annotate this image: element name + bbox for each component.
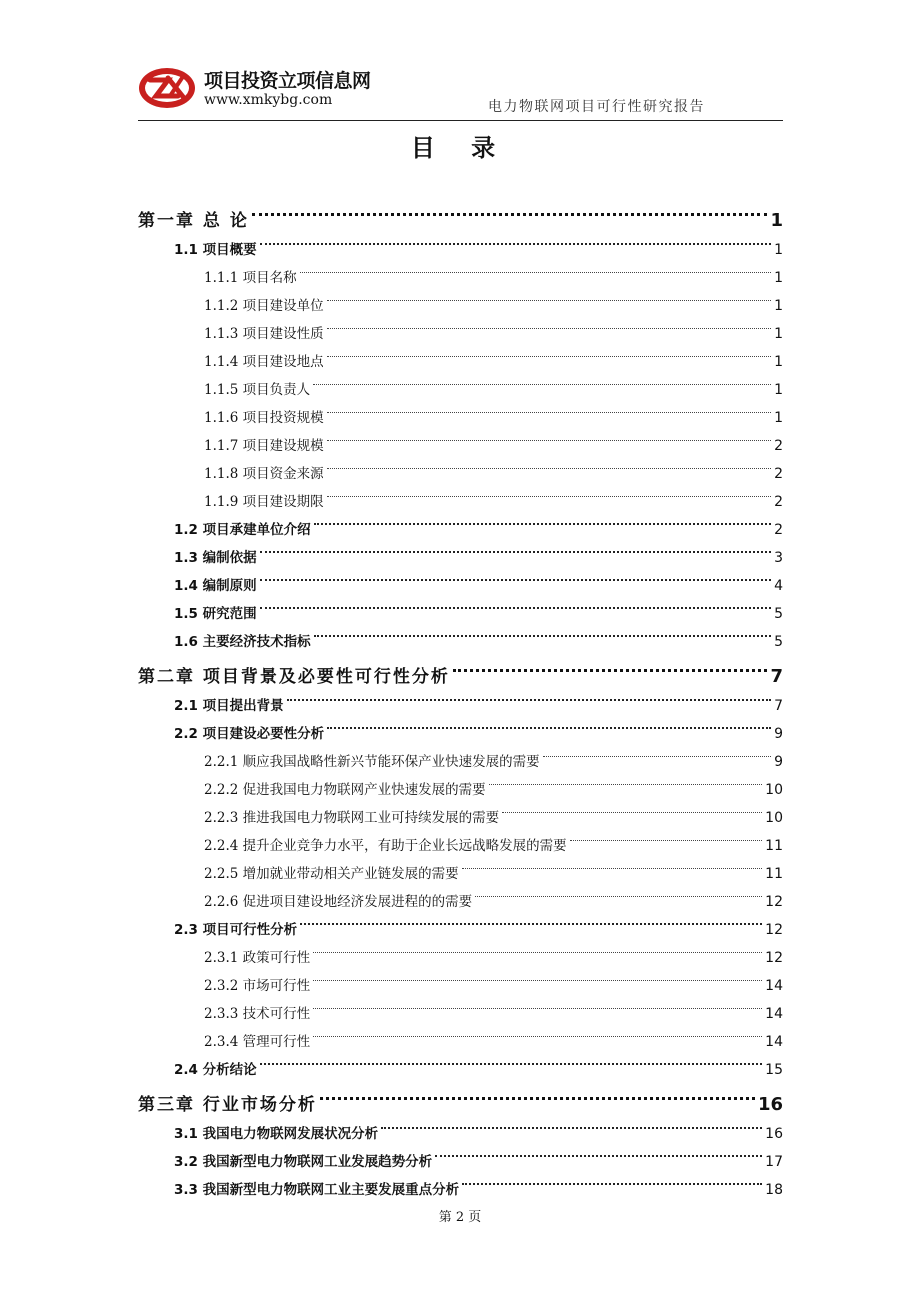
toc-entry-page: 1	[774, 382, 783, 398]
toc-leader-dots	[327, 710, 771, 738]
brand-url[interactable]: www.xmkybg.com	[204, 92, 333, 108]
toc-entry-title: 3.3 我国新型电力物联网工业主要发展重点分析	[174, 1182, 460, 1198]
logo-icon	[138, 66, 196, 110]
brand-name: 项目投资立项信息网	[204, 70, 371, 92]
toc-entry-page: 2	[774, 494, 783, 510]
toc-leader-dots	[313, 990, 762, 1018]
toc-entry-page: 5	[774, 634, 783, 650]
toc-entry-title: 第一章 总 论	[138, 211, 249, 231]
toc-entry-page: 2	[774, 522, 783, 538]
toc-leader-dots	[313, 962, 762, 990]
toc-entry-page: 9	[774, 726, 783, 742]
toc-leader-dots	[260, 534, 771, 562]
toc-entry-title: 2.1 项目提出背景	[174, 698, 284, 714]
toc-entry-title: 1.1.5 项目负责人	[204, 382, 311, 398]
toc-leader-dots	[260, 226, 771, 254]
toc-entry-title: 1.6 主要经济技术指标	[174, 634, 311, 650]
toc-entry-title: 1.1.4 项目建设地点	[204, 354, 324, 370]
toc-entry-page: 4	[774, 578, 783, 594]
toc-leader-dots	[543, 738, 771, 766]
toc-entry-title: 1.1.9 项目建设期限	[204, 494, 324, 510]
toc-leader-dots	[300, 254, 771, 282]
toc-entry-page: 1	[774, 410, 783, 426]
toc-leader-dots	[313, 366, 771, 394]
toc-entry-title: 1.1.8 项目资金来源	[204, 466, 324, 482]
toc-entry-page: 17	[765, 1154, 783, 1170]
toc-entry-page: 7	[770, 666, 783, 687]
toc-entry-title: 1.1.2 项目建设单位	[204, 298, 324, 314]
table-of-contents	[138, 190, 783, 1198]
toc-leader-dots	[260, 1046, 763, 1074]
toc-leader-dots	[313, 934, 762, 962]
toc-entry-title: 1.4 编制原则	[174, 578, 257, 594]
toc-entry-page: 1	[774, 354, 783, 370]
toc-entry-page: 16	[765, 1126, 783, 1142]
toc-entry-page: 14	[765, 978, 783, 994]
toc-entry-title: 第二章 项目背景及必要性可行性分析	[138, 667, 450, 687]
toc-entry-page: 1	[774, 242, 783, 258]
page-header	[138, 62, 783, 121]
toc-entry-title: 2.3.3 技术可行性	[204, 1006, 311, 1022]
toc-entry-title: 2.2.2 促进我国电力物联网产业快速发展的需要	[204, 782, 486, 798]
toc-entry-page: 18	[765, 1182, 783, 1198]
toc-entry-page: 11	[765, 838, 783, 854]
toc-leader-dots	[287, 682, 771, 710]
toc-leader-dots	[327, 338, 771, 366]
toc-entry-page: 5	[774, 606, 783, 622]
toc-entry-title: 第三章 行业市场分析	[138, 1095, 317, 1115]
toc-entry-page: 9	[774, 754, 783, 770]
toc-entry[interactable]	[138, 192, 783, 231]
toc-leader-dots	[327, 422, 771, 450]
toc-leader-dots	[327, 394, 771, 422]
toc-entry-page: 1	[774, 298, 783, 314]
toc-leader-dots	[327, 450, 771, 478]
toc-entry-page: 10	[765, 782, 783, 798]
toc-leader-dots	[314, 618, 771, 646]
toc-entry-title: 1.3 编制依据	[174, 550, 257, 566]
toc-leader-dots	[314, 506, 771, 534]
toc-entry-title: 1.1.7 项目建设规模	[204, 438, 324, 454]
toc-entry-title: 3.2 我国新型电力物联网工业发展趋势分析	[174, 1154, 433, 1170]
toc-leader-dots	[252, 192, 768, 226]
toc-leader-dots	[260, 562, 771, 590]
toc-entry-title: 2.3.4 管理可行性	[204, 1034, 311, 1050]
toc-leader-dots	[462, 850, 763, 878]
toc-leader-dots	[320, 1076, 755, 1110]
toc-entry-page: 15	[765, 1062, 783, 1078]
toc-entry-title: 1.1.3 项目建设性质	[204, 326, 324, 342]
toc-entry-page: 12	[765, 922, 783, 938]
toc-leader-dots	[435, 1138, 762, 1166]
document-title: 电力物联网项目可行性研究报告	[488, 99, 705, 115]
toc-entry-page: 2	[774, 466, 783, 482]
toc-entry-title: 2.2.6 促进项目建设地经济发展进程的的需要	[204, 894, 473, 910]
toc-entry-title: 1.5 研究范围	[174, 606, 257, 622]
toc-entry-page: 1	[770, 210, 783, 231]
toc-leader-dots	[462, 1166, 762, 1194]
toc-entry-page: 1	[774, 270, 783, 286]
toc-entry-title: 1.1.6 项目投资规模	[204, 410, 324, 426]
toc-entry-title: 2.2.1 顺应我国战略性新兴节能环保产业快速发展的需要	[204, 754, 540, 770]
toc-entry-title: 2.2.5 增加就业带动相关产业链发展的需要	[204, 866, 459, 882]
toc-leader-dots	[489, 766, 763, 794]
toc-leader-dots	[475, 878, 762, 906]
toc-leader-dots	[327, 478, 771, 506]
toc-leader-dots	[453, 648, 768, 682]
toc-entry-page: 7	[774, 698, 783, 714]
toc-entry-title: 2.3.1 政策可行性	[204, 950, 311, 966]
toc-entry-title: 1.1.1 项目名称	[204, 270, 297, 286]
toc-entry-page: 14	[765, 1006, 783, 1022]
toc-entry-title: 1.1 项目概要	[174, 242, 257, 258]
toc-entry-title: 2.2.4 提升企业竞争力水平，有助于企业长远战略发展的需要	[204, 838, 567, 854]
toc-entry-page: 3	[774, 550, 783, 566]
toc-entry-title: 1.2 项目承建单位介绍	[174, 522, 311, 538]
toc-entry-title: 2.2 项目建设必要性分析	[174, 726, 325, 742]
toc-entry-title: 2.3.2 市场可行性	[204, 978, 311, 994]
toc-entry-title: 3.1 我国电力物联网发展状况分析	[174, 1126, 379, 1142]
toc-entry-page: 14	[765, 1034, 783, 1050]
toc-entry-title: 2.4 分析结论	[174, 1062, 257, 1078]
toc-entry-page: 10	[765, 810, 783, 826]
toc-entry-page: 16	[757, 1094, 783, 1115]
toc-entry-page: 12	[765, 894, 783, 910]
toc-leader-dots	[300, 906, 762, 934]
toc-entry-page: 1	[774, 326, 783, 342]
toc-leader-dots	[327, 282, 771, 310]
toc-entry-page: 12	[765, 950, 783, 966]
toc-entry-page: 11	[765, 866, 783, 882]
toc-leader-dots	[381, 1110, 762, 1138]
toc-leader-dots	[313, 1018, 762, 1046]
toc-entry-title: 2.2.3 推进我国电力物联网工业可持续发展的需要	[204, 810, 500, 826]
toc-entry-title: 2.3 项目可行性分析	[174, 922, 298, 938]
toc-entry-page: 2	[774, 438, 783, 454]
toc-leader-dots	[570, 822, 763, 850]
toc-leader-dots	[260, 590, 771, 618]
toc-leader-dots	[327, 310, 771, 338]
page-number: 第 2 页	[438, 1210, 482, 1225]
toc-title: 目 录	[410, 134, 510, 162]
toc-leader-dots	[502, 794, 762, 822]
